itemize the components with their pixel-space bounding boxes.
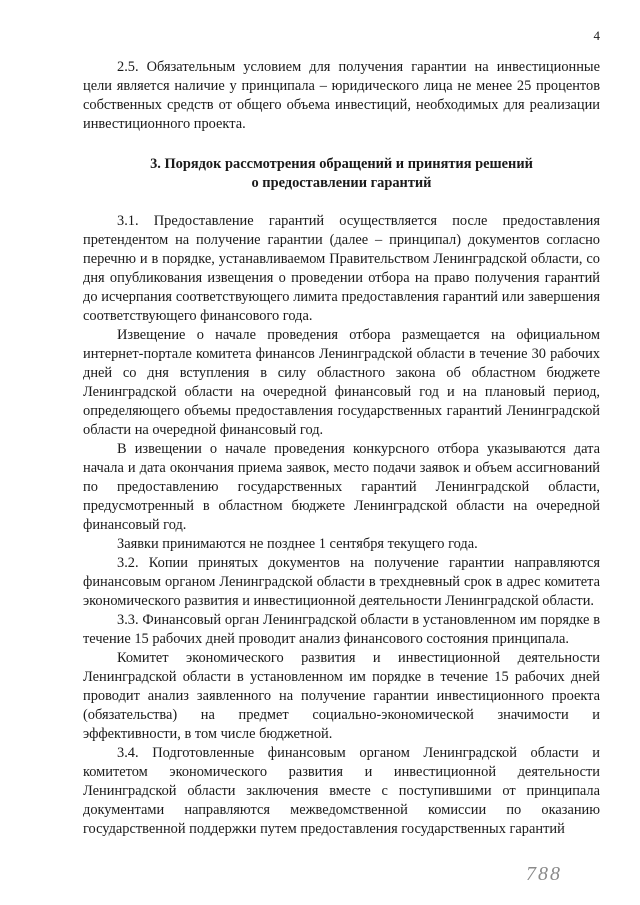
paragraph-3-2: 3.2. Копии принятых документов на получение гарантии направляются финансовым органом Ленинградской области в трехдневный срок в адрес комитета экономического развития и инвестиционной деятельности Ленинградской области. xyxy=(83,555,600,609)
paragraph-3-4: 3.4. Подготовленные финансовым органом Ленинградской области и комитетом экономического развития и инвестиционной деятельности Ленинградской области заключения вместе с поступившими от принципала документами направляются межведомственной комиссии по оказанию государственной поддержки путем предоставления государственных гарантий xyxy=(83,745,600,837)
section-3-heading-line-2: о предоставлении гарантий xyxy=(251,175,432,191)
paragraph-deadline: Заявки принимаются не позднее 1 сентября текущего года. xyxy=(117,536,478,552)
paragraph-3-1: 3.1. Предоставление гарантий осуществляется после предоставления претендентом на получение гарантии (далее – принципал) документов согласно перечню и в порядке, устанавливаемом Правительством Ленинградской области, со дня опубликования извещения о проведении отбора на право получения гарантий до исчерпания соответствующего лимита предоставления гарантий или завершения соответствующего финансового года. xyxy=(83,213,600,324)
paragraph-committee-analysis: Комитет экономического развития и инвестиционной деятельности Ленинградской области в установленном им порядке в течение 15 рабочих дней проводит анализ заявленного на получение гарантии инвестиционного проекта (обязательства) на предмет социально-экономической значимости и эффективности, в том числе бюджетной. xyxy=(83,650,600,742)
handwritten-sheet-number: 788 xyxy=(526,863,562,885)
page-number: 4 xyxy=(593,28,600,43)
paragraph-3-3: 3.3. Финансовый орган Ленинградской области в установленном им порядке в течение 15 рабочих дней проводит анализ финансового состояния принципала. xyxy=(83,612,600,647)
paragraph-2-5: 2.5. Обязательным условием для получения гарантии на инвестиционные цели является наличие у принципала – юридического лица не менее 25 процентов собственных средств от общего объема инвестиций, необходимых для реализации инвестиционного проекта. xyxy=(83,59,600,132)
paragraph-notice-contents: В извещении о начале проведения конкурсного отбора указываются дата начала и дата окончания приема заявок, место подачи заявок и объем ассигнований по предоставлению государственных гарантий Ленинградской области, предусмотренный в областном бюджете Ленинградской области на очередной финансовый год. xyxy=(83,441,600,533)
section-3-heading xyxy=(83,155,600,193)
document-body xyxy=(83,58,600,839)
paragraph-notice-placement: Извещение о начале проведения отбора размещается на официальном интернет-портале комитета финансов Ленинградской области в течение 30 рабочих дней со дня вступления в силу областного закона об областном бюджете Ленинградской области на очередной финансовый год и на плановый период, определяющего объемы предоставления государственных гарантий Ленинградской области на очередной финансовый год. xyxy=(83,327,600,438)
section-3-heading-line-1: 3. Порядок рассмотрения обращений и принятия решений xyxy=(150,156,533,172)
